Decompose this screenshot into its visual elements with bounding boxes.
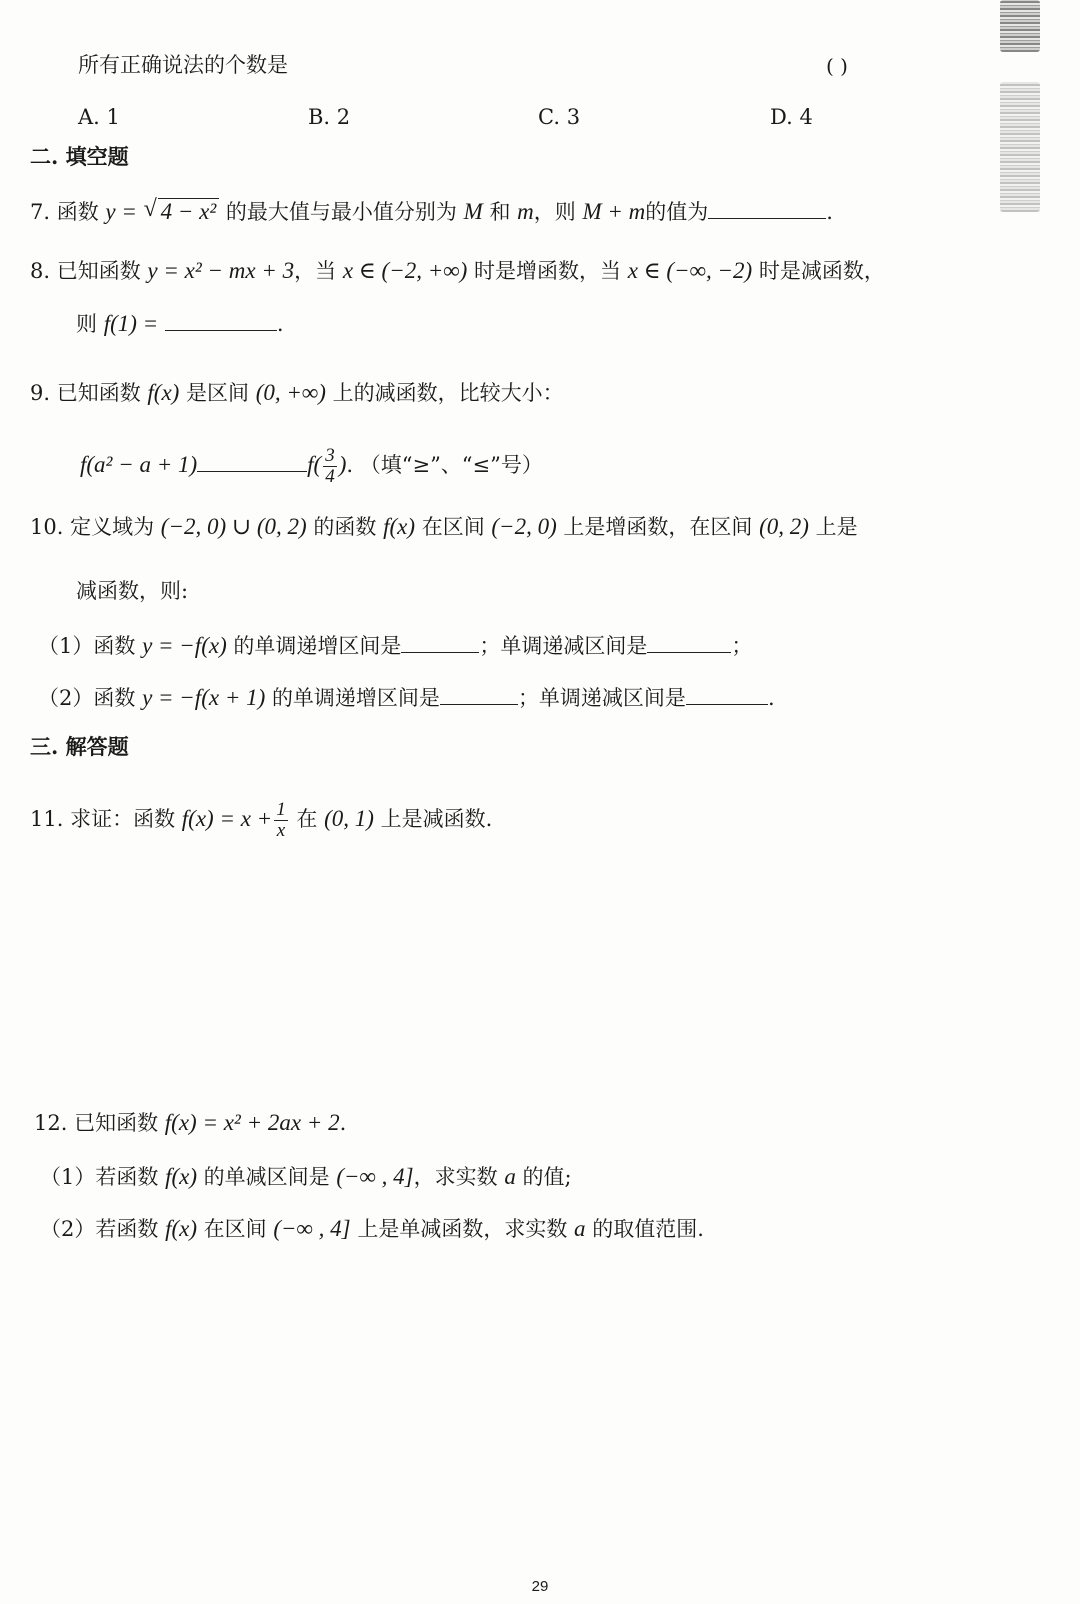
q7-end: . xyxy=(826,200,833,224)
q12-p2-end: 的取值范围. xyxy=(592,1217,704,1241)
q9-fraction xyxy=(323,446,337,487)
q9-number: 9. xyxy=(30,381,51,405)
q11-fraction-den: x xyxy=(276,820,286,841)
q10-p2-decrease-blank[interactable] xyxy=(686,682,768,705)
q10-p1-increase-blank[interactable] xyxy=(401,630,479,653)
q10-p2-fn: y = −f(x + 1) xyxy=(142,685,266,710)
question-9 xyxy=(30,378,564,408)
q7-number: 7. xyxy=(30,200,51,224)
q9-mid: 是区间 xyxy=(186,381,250,405)
q8-number: 8. xyxy=(30,259,51,283)
q7-M: M xyxy=(463,199,483,224)
q9-hint: . （填“≥”、“≤”号） xyxy=(346,453,543,477)
q10-number: 10. xyxy=(30,515,64,539)
option-letter: A. xyxy=(78,105,100,129)
q10-p2-increase-blank[interactable] xyxy=(440,682,518,705)
q8-x2: x ∈ (−∞, −2) xyxy=(627,258,753,283)
q7-post: 的值为 xyxy=(645,200,709,224)
option-letter: D. xyxy=(770,105,793,129)
q10-p2-mid: 的单调递增区间是 xyxy=(271,686,440,710)
q10-mid3: 上是增函数，在区间 xyxy=(563,515,753,539)
q9-post: 上的减函数，比较大小： xyxy=(332,381,564,405)
q12-p2-interval: (−∞ , 4] xyxy=(273,1216,351,1241)
question-7 xyxy=(30,196,833,227)
q12-p1-end: 的值; xyxy=(522,1165,572,1189)
q9-rhs-close: ) xyxy=(338,452,347,477)
q10-p2-pre: （2）函数 xyxy=(38,686,136,710)
q7-sum: M + m xyxy=(582,199,646,224)
q11-fn: f(x) = x + xyxy=(181,806,273,831)
q7-and: 和 xyxy=(489,200,511,224)
q8-answer-blank[interactable] xyxy=(165,308,277,331)
q7-sqrt xyxy=(144,197,220,227)
q11-number: 11. xyxy=(30,807,64,831)
q11-interval: (0, 1) xyxy=(324,806,374,831)
q8-c3: 时是减函数， xyxy=(758,259,885,283)
q12-p1-interval: (−∞ , 4] xyxy=(336,1164,414,1189)
q10-p1-pre: （1）函数 xyxy=(38,634,136,658)
q12-p2-post: 上是单减函数，求实数 xyxy=(357,1217,568,1241)
q8-pre: 已知函数 xyxy=(56,259,141,283)
q12-pre: 已知函数 xyxy=(74,1111,159,1135)
q11-fraction xyxy=(274,800,288,841)
q9-fraction-den: 4 xyxy=(325,466,335,487)
q8-end: . xyxy=(276,312,284,336)
q10-p1-mid: 的单调递增区间是 xyxy=(233,634,402,658)
q11-pre: 求证：函数 xyxy=(70,807,176,831)
option-letter: B. xyxy=(308,105,331,129)
q7-radicand: 4 − x² xyxy=(158,198,220,224)
q6-option-d xyxy=(770,102,813,132)
q10-mid2: 在区间 xyxy=(421,515,485,539)
scan-artifact-mid xyxy=(1000,82,1040,212)
q12-p1-post: ，求实数 xyxy=(413,1165,498,1189)
question-8-line-2 xyxy=(76,308,284,339)
q12-p1-a: a xyxy=(504,1164,516,1189)
question-10 xyxy=(30,512,858,542)
q7-m: m xyxy=(517,199,534,224)
q12-p1-pre: （1）若函数 xyxy=(40,1165,159,1189)
q9-fraction-num: 3 xyxy=(325,445,335,466)
q6-option-c xyxy=(538,102,580,132)
q8-f1: f(1) = xyxy=(103,311,159,336)
q11-mid: 在 xyxy=(296,807,318,831)
q10-p2-end: . xyxy=(767,686,775,710)
question-12 xyxy=(34,1108,346,1138)
question-12-part-2 xyxy=(40,1214,704,1244)
q6-stem-tail: 所有正确说法的个数是 xyxy=(78,53,288,77)
q7-then: ，则 xyxy=(533,200,576,224)
q7-mid: 的最大值与最小值分别为 xyxy=(225,200,457,224)
q9-fx: f(x) xyxy=(147,380,180,405)
question-11 xyxy=(30,800,492,841)
section-answer-title: 三. 解答题 xyxy=(30,734,129,759)
option-value: 3 xyxy=(566,105,581,129)
q10-domain: (−2, 0) ∪ (0, 2) xyxy=(160,514,307,539)
question-8 xyxy=(30,256,885,286)
q9-interval: (0, +∞) xyxy=(255,380,326,405)
option-letter: C. xyxy=(538,105,560,129)
q10-p1-end: ； xyxy=(731,634,753,658)
q12-p1-mid: 的单减区间是 xyxy=(203,1165,330,1189)
q6-answer-paren: ( ) xyxy=(826,54,848,78)
q6-option-a xyxy=(78,102,120,132)
q12-number: 12. xyxy=(34,1111,68,1135)
q12-p2-a: a xyxy=(574,1216,586,1241)
q11-fraction-num: 1 xyxy=(276,799,286,820)
q10-fx: f(x) xyxy=(383,514,416,539)
q10-interval-1: (−2, 0) xyxy=(491,514,557,539)
q8-x1: x ∈ (−2, +∞) xyxy=(342,258,468,283)
q12-p2-pre: （2）若函数 xyxy=(40,1217,159,1241)
q7-pre: 函数 xyxy=(56,200,99,224)
q10-p1-sep: ；单调递减区间是 xyxy=(479,634,648,658)
q6-option-b xyxy=(308,102,350,132)
q10-mid1: 的函数 xyxy=(313,515,377,539)
page-number: 29 xyxy=(531,1578,549,1595)
q7-eq: y = xyxy=(105,199,137,224)
q8-c2: 时是增函数，当 xyxy=(474,259,621,283)
q11-post: 上是减函数. xyxy=(380,807,493,831)
question-12-part-1 xyxy=(40,1162,572,1192)
q12-p2-fx: f(x) xyxy=(165,1216,197,1241)
q8-c1: ，当 xyxy=(294,259,337,283)
question-10-part-1 xyxy=(38,630,752,661)
question-10-line-2: 减函数，则: xyxy=(76,579,189,603)
q9-lhs: f(a² − a + 1) xyxy=(80,452,198,477)
q12-end: . xyxy=(339,1111,347,1135)
q12-p1-fx: f(x) xyxy=(165,1164,197,1189)
option-value: 2 xyxy=(336,105,351,129)
q10-interval-2: (0, 2) xyxy=(759,514,809,539)
question-10-part-2 xyxy=(38,682,775,713)
q10-p2-sep: ；单调递减区间是 xyxy=(517,686,686,710)
q9-rhs-f: f( xyxy=(307,452,322,477)
q8-fn: y = x² − mx + 3 xyxy=(147,258,295,283)
option-value: 4 xyxy=(799,105,813,129)
q9-answer-blank[interactable] xyxy=(197,449,307,472)
scan-artifact-top xyxy=(1000,0,1040,52)
q7-answer-blank[interactable] xyxy=(708,196,826,219)
question-9-compare xyxy=(80,446,543,487)
q10-pre: 定义域为 xyxy=(70,515,155,539)
q9-pre: 已知函数 xyxy=(56,381,141,405)
q12-p2-mid: 在区间 xyxy=(203,1217,267,1241)
section-fill-in-title: 二. 填空题 xyxy=(30,144,129,169)
q10-p1-fn: y = −f(x) xyxy=(142,633,227,658)
q8-line2-pre: 则 xyxy=(76,312,97,336)
q12-fn: f(x) = x² + 2ax + 2 xyxy=(164,1110,340,1135)
option-value: 1 xyxy=(106,105,120,129)
q10-p1-decrease-blank[interactable] xyxy=(647,630,731,653)
q10-mid4: 上是 xyxy=(815,515,858,539)
